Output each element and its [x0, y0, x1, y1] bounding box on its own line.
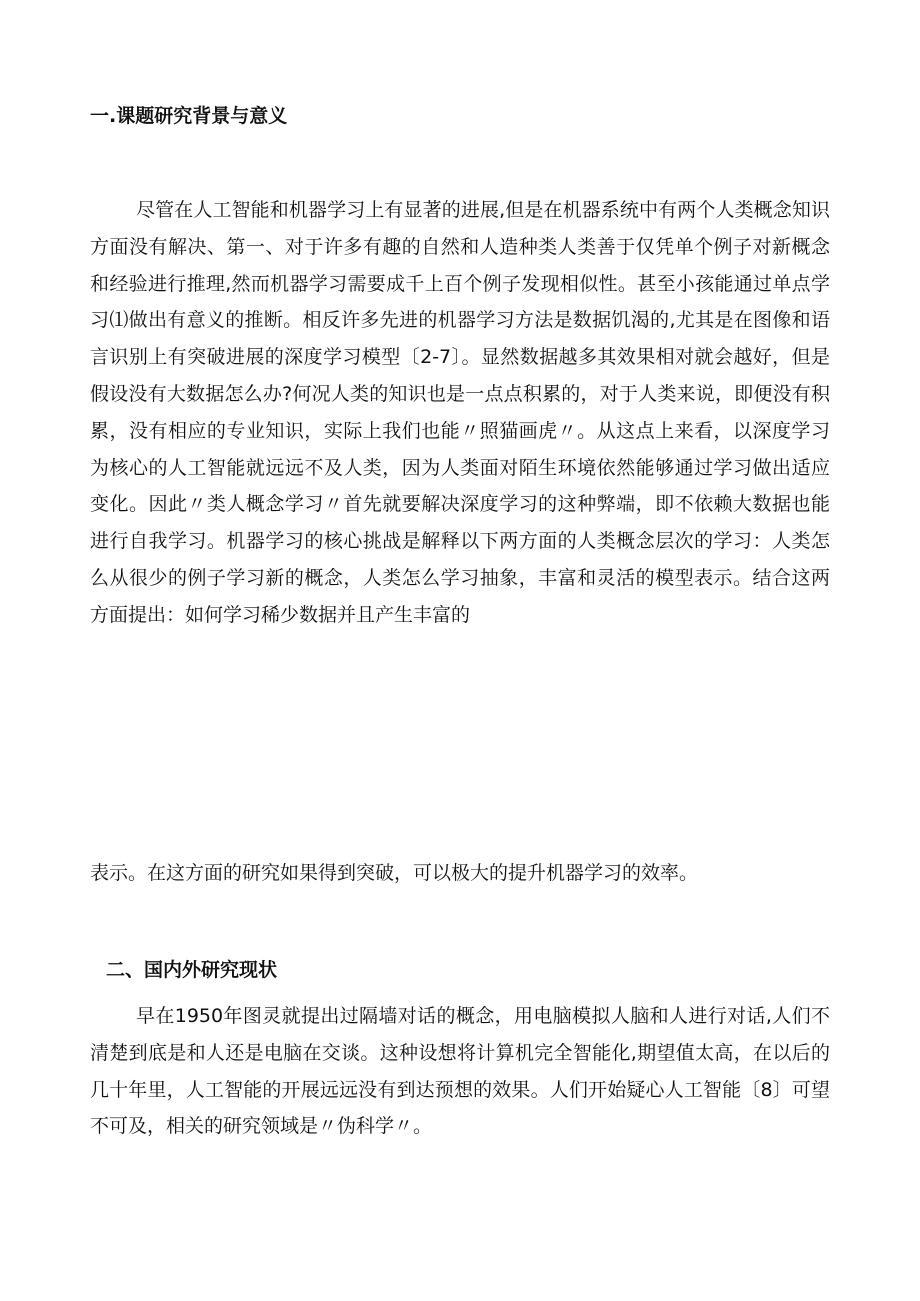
section-1-paragraph-continuation: 表示。在这方面的研究如果得到突破，可以极大的提升机器学习的效率。 — [90, 862, 699, 884]
section-2-heading: 二、国内外研究现状 — [106, 959, 278, 981]
section-2-paragraph: 早在1950年图灵就提出过隔墙对话的概念，用电脑模拟人脑和人进行对话,人们不清楚到底是和人还是电脑在交谈。这种设想将计算机完全智能化,期望值太高，在以后的几十年里，人工智能的开展远远没有到达预想的效果。人们开始疑心人工智能〔8〕可望不可及，相关的研究领域是〃伪科学〃。 — [90, 1005, 830, 1138]
section-1-heading: 一.课题研究背景与意义 — [90, 105, 288, 127]
section-1-paragraph: 尽管在人工智能和机器学习上有显著的进展,但是在机器系统中有两个人类概念知识方面没有解决、第一、对于许多有趣的自然和人造种类人类善于仅凭单个例子对新概念和经验进行推理,然而机器学习需要成千上百个例子发现相似性。甚至小孩能通过单点学习⑴做出有意义的推断。相反许多先进的机器学习方法是数据饥渴的,尤其是在图像和语言识别上有突破进展的深度学习模型〔2-7〕。显然数据越多其效果相对就会越好，但是假设没有大数据怎么办?何况人类的知识也是一点点积累的，对于人类来说，即便没有积累，没有相应的专业知识，实际上我们也能〃照猫画虎〃。从这点上来看，以深度学习为核心的人工智能就远远不及人类，因为人类面对陌生环境依然能够通过学习做出适应变化。因此〃类人概念学习〃首先就要解决深度学习的这种弊端，即不依赖大数据也能进行自我学习。机器学习的核心挑战是解释以下两方面的人类概念层次的学习：人类怎么从很少的例子学习新的概念，人类怎么学习抽象，丰富和灵活的模型表示。结合这两方面提出：如何学习稀少数据并且产生丰富的 — [90, 199, 830, 626]
